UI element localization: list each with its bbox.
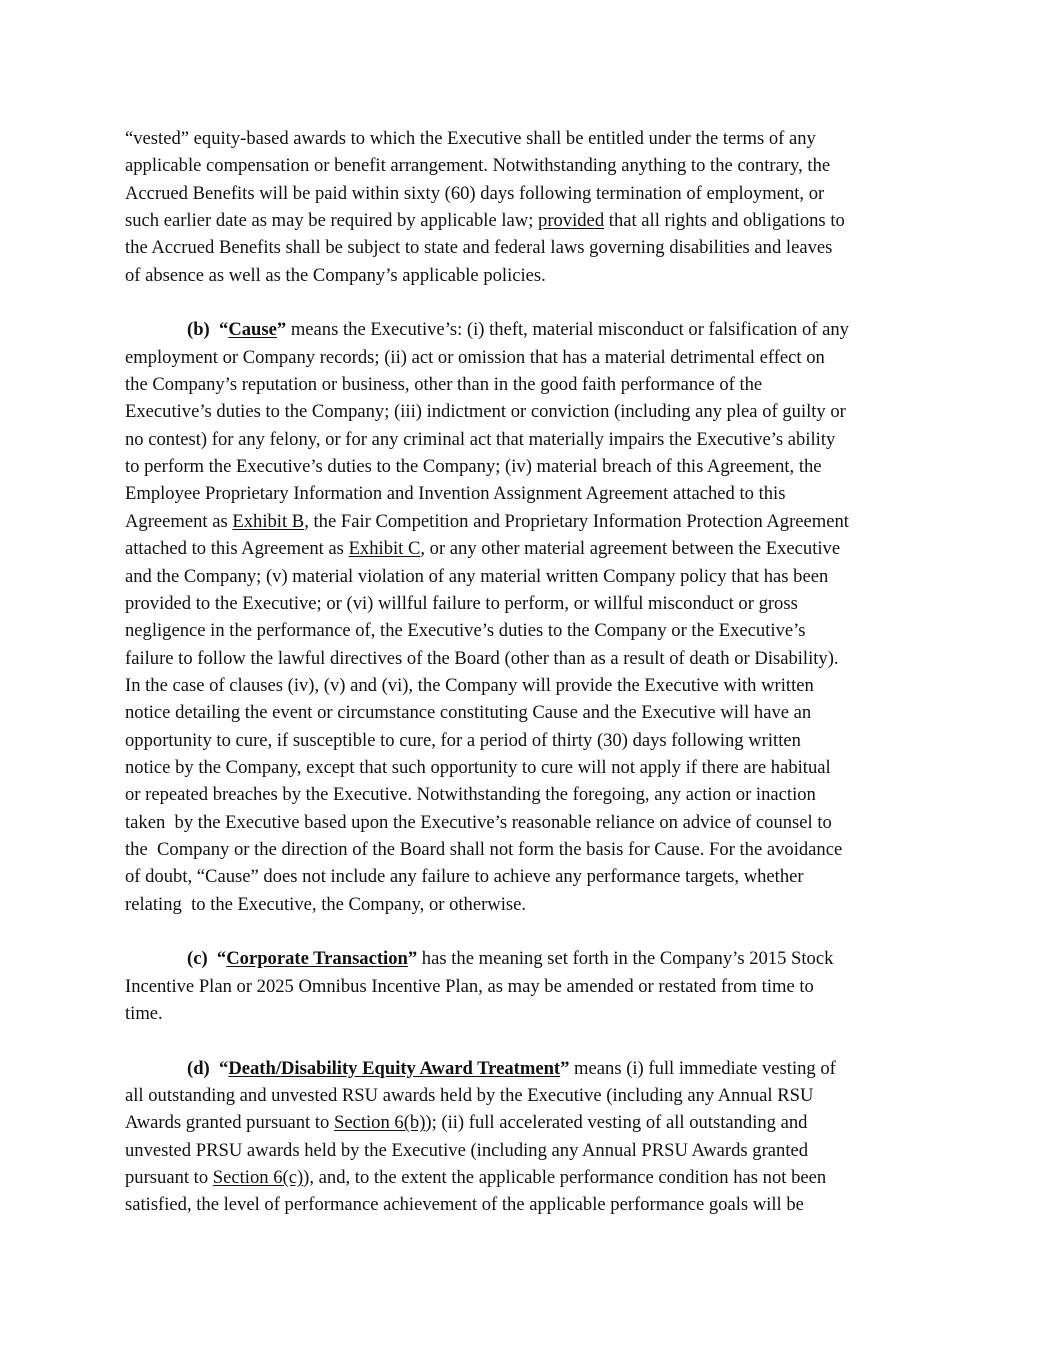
text-line [125, 316, 945, 343]
text-line [125, 809, 945, 836]
text-run: opportunity to cure, if susceptible to cure, for a period of thirty (30) days following written [125, 729, 801, 751]
defined-term: ” [560, 1057, 570, 1079]
text-line [125, 1109, 945, 1136]
paragraph [125, 125, 945, 289]
text-line [125, 645, 945, 672]
cross-reference: Section 6(c) [212, 1167, 304, 1189]
text-line [125, 262, 945, 289]
text-line [125, 945, 945, 972]
paragraph [125, 316, 945, 918]
text-run: and the Company; (v) material violation of any material written Company policy that has been [125, 565, 829, 587]
text-line [125, 563, 945, 590]
text-run: attached to this Agreement as [125, 538, 349, 560]
cross-reference: Exhibit C [348, 538, 421, 560]
text-run: to perform the Executive’s duties to the Company; (iv) material breach of this Agreement, the [125, 456, 822, 478]
paragraph-gap [125, 289, 945, 316]
text-line [125, 1000, 945, 1027]
text-line [125, 863, 945, 890]
text-run: ); (ii) full accelerated vesting of all outstanding and [425, 1112, 808, 1134]
text-line [125, 727, 945, 754]
text-run: means (i) full immediate vesting of [569, 1057, 836, 1079]
paragraph-gap [125, 918, 945, 945]
text-line [125, 125, 945, 152]
text-line [125, 398, 945, 425]
text-run: Employee Proprietary Information and Invention Assignment Agreement attached to this [125, 483, 786, 505]
text-line [125, 1082, 945, 1109]
text-line [125, 234, 945, 261]
text-line [125, 1055, 945, 1082]
text-run: notice detailing the event or circumstance constituting Cause and the Executive will have an [125, 702, 812, 724]
text-line [125, 207, 945, 234]
text-run: all outstanding and unvested RSU awards held by the Executive (including any Annual RSU [125, 1085, 814, 1107]
text-run: employment or Company records; (ii) act or omission that has a material detrimental effect on [125, 346, 825, 368]
text-line [125, 152, 945, 179]
text-line [125, 973, 945, 1000]
text-run: of absence as well as the Company’s applicable policies. [125, 264, 546, 286]
text-line [125, 371, 945, 398]
text-line [125, 590, 945, 617]
text-line [125, 1191, 945, 1218]
text-run: negligence in the performance of, the Executive’s duties to the Company or the Executive’s [125, 620, 806, 642]
cross-reference: provided [538, 210, 605, 232]
text-run: the Company’s reputation or business, other than in the good faith performance of the [125, 374, 763, 396]
text-run: satisfied, the level of performance achievement of the applicable performance goals will be [125, 1194, 804, 1216]
text-line [125, 781, 945, 808]
text-run: Agreement as [125, 510, 233, 532]
text-run: ), and, to the extent the applicable performance condition has not been [303, 1167, 827, 1189]
text-run: failure to follow the lawful directives of the Board (other than as a result of death or Disability). [125, 647, 839, 669]
defined-term: Cause [228, 319, 277, 341]
text-line [125, 1164, 945, 1191]
text-run: pursuant to [125, 1167, 213, 1189]
text-run: provided to the Executive; or (vi) willful failure to perform, or willful misconduct or gross [125, 592, 798, 614]
text-run: , or any other material agreement between the Executive [420, 538, 841, 560]
text-line [125, 754, 945, 781]
text-line [125, 426, 945, 453]
text-run: relating to the Executive, the Company, or otherwise. [125, 893, 527, 915]
text-line [125, 699, 945, 726]
text-run: that all rights and obligations to [604, 210, 845, 232]
text-run: Incentive Plan or 2025 Omnibus Incentive Plan, as may be amended or restated from time to [125, 975, 814, 997]
cross-reference: Section 6(b) [333, 1112, 426, 1134]
text-run: of doubt, “Cause” does not include any failure to achieve any performance targets, whether [125, 866, 804, 888]
text-run: Accrued Benefits will be paid within sixty (60) days following termination of employment, or [125, 182, 825, 204]
cross-reference: Exhibit B [232, 510, 305, 532]
defined-term: (c) “ [187, 948, 227, 970]
defined-term: Death/Disability Equity Award Treatment [228, 1057, 561, 1079]
text-run: Executive’s duties to the Company; (iii) indictment or conviction (including any plea of guilty or [125, 401, 846, 423]
defined-term: ” [407, 948, 418, 970]
defined-term: (d) “ [187, 1057, 229, 1079]
text-line [125, 891, 945, 918]
text-line [125, 1137, 945, 1164]
text-run: In the case of clauses (iv), (v) and (vi), the Company will provide the Executive with written [125, 674, 814, 696]
text-run: taken by the Executive based upon the Executive’s reasonable reliance on advice of counsel to [125, 811, 832, 833]
text-line [125, 480, 945, 507]
text-run: the Accrued Benefits shall be subject to state and federal laws governing disabilities and leaves [125, 237, 833, 259]
text-line [125, 453, 945, 480]
text-run: , the Fair Competition and Proprietary Information Protection Agreement [304, 510, 849, 532]
text-line [125, 672, 945, 699]
text-run: no contest) for any felony, or for any criminal act that materially impairs the Executive’s ability [125, 428, 836, 450]
paragraph-gap [125, 1027, 945, 1054]
text-line [125, 344, 945, 371]
defined-term: (b) “ [187, 319, 229, 341]
text-run: unvested PRSU awards held by the Executive (including any Annual PRSU Awards granted [125, 1139, 809, 1161]
text-run: notice by the Company, except that such opportunity to cure will not apply if there are habitual [125, 756, 831, 778]
text-run: has the meaning set forth in the Company’s 2015 Stock [417, 948, 834, 970]
text-run: means the Executive’s: (i) theft, material misconduct or falsification of any [286, 319, 849, 341]
text-run: the Company or the direction of the Board shall not form the basis for Cause. For the avoidance [125, 838, 843, 860]
text-line [125, 836, 945, 863]
text-run: Awards granted pursuant to [125, 1112, 334, 1134]
text-run: or repeated breaches by the Executive. Notwithstanding the foregoing, any action or inaction [125, 784, 816, 806]
text-run: applicable compensation or benefit arrangement. Notwithstanding anything to the contrary, the [125, 155, 831, 177]
document-page [125, 125, 945, 1219]
text-line [125, 180, 945, 207]
paragraph [125, 945, 945, 1027]
text-run: time. [125, 1003, 163, 1024]
defined-term: Corporate Transaction [226, 948, 408, 970]
text-run: such earlier date as may be required by applicable law; [125, 210, 539, 232]
defined-term: ” [276, 319, 287, 341]
text-line [125, 535, 945, 562]
text-line [125, 508, 945, 535]
text-run: “vested” equity-based awards to which the Executive shall be entitled under the terms of any [125, 128, 816, 149]
paragraph [125, 1055, 945, 1219]
text-line [125, 617, 945, 644]
